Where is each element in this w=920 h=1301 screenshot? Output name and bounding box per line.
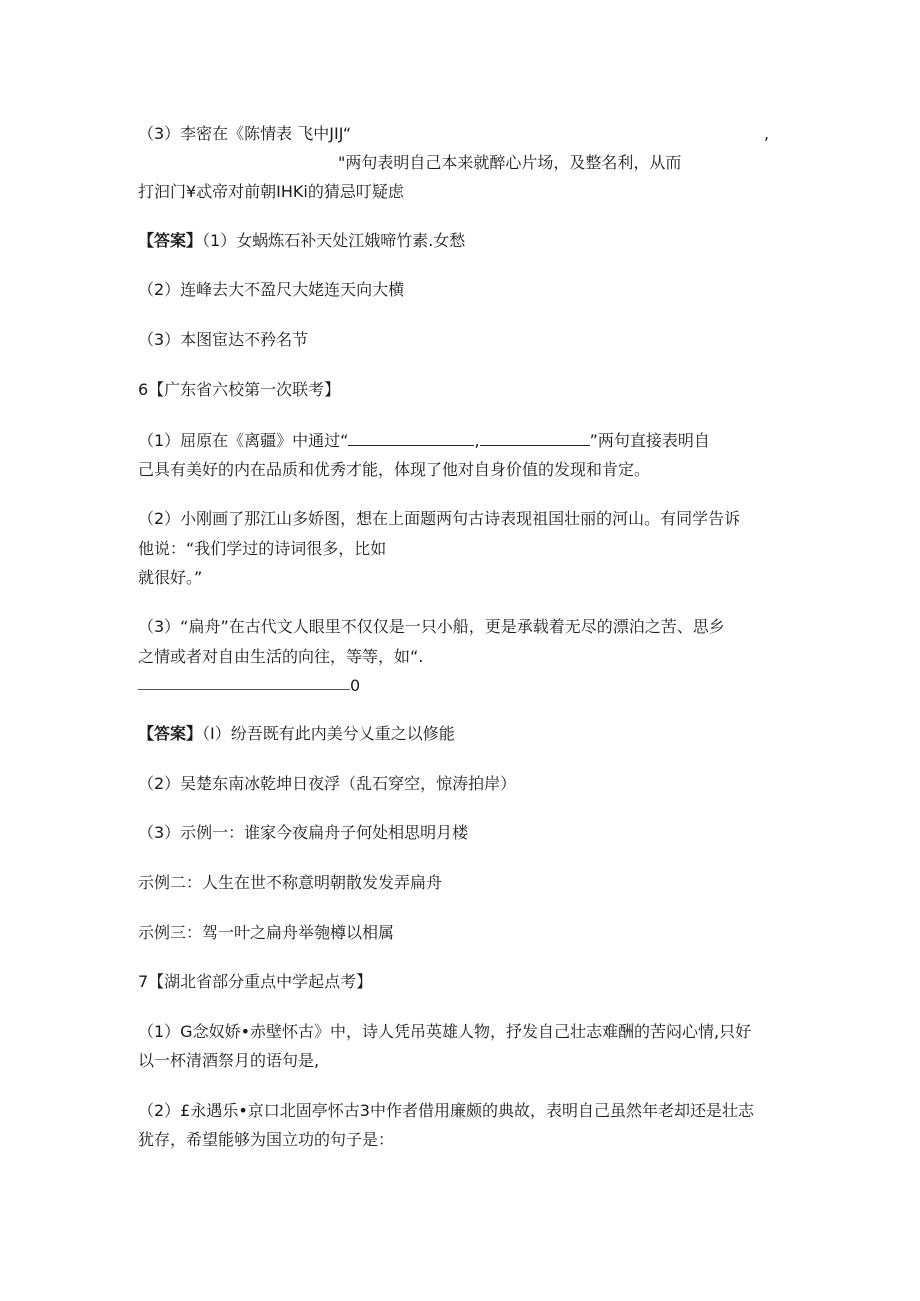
q5-item3-line2: "两句表明自己本来就醉心片场，及整名利，从而 xyxy=(338,153,682,172)
q6-item1-line2: 己具有美好的内在品质和优秀才能，体现了他对自身价值的发现和肯定。 xyxy=(138,460,651,479)
answer6-item2: （2）吴楚东南冰乾坤日夜浮（乱石穿空，惊涛拍岸） xyxy=(138,774,517,793)
q6-item2-line3: 就很好。” xyxy=(138,568,203,587)
answer6-item3: （3）示例一：谁家今夜扁舟子何处相思明月楼 xyxy=(138,823,469,842)
answer5-item1: （1）女蜗炼石补天处江娥啼竹素.女愁 xyxy=(202,231,466,250)
q6-item1-line1 xyxy=(138,429,710,452)
q7-item2-line2: 犹存，希望能够为国立功的句子是： xyxy=(138,1130,395,1149)
fill-blank[interactable] xyxy=(480,429,590,446)
answer6-example2: 示例二：人生在世不称意明朝散发发弄扁舟 xyxy=(138,873,443,892)
q6-item3-tail: 0 xyxy=(350,676,361,695)
q6-item3-line2: 之情或者对自由生活的向往，等等，如“. xyxy=(138,647,424,666)
answer6-line1 xyxy=(138,723,455,745)
q6-item1-end: ”两句直接表明自 xyxy=(589,431,710,450)
q5-item3-line1: （3）李密在《陈情表 飞中JIJ“ xyxy=(138,124,352,143)
fill-blank[interactable] xyxy=(138,689,350,690)
answer-label: 【答案】 xyxy=(138,724,203,743)
q6-item1-start: （1）屈原在《离疆》中通过“ xyxy=(138,431,349,450)
q5-item3-line3: 打汩门¥忒帝对前朝IHKi的猜忌叮疑虑 xyxy=(138,182,404,201)
fill-blank[interactable] xyxy=(348,429,474,446)
answer5-line1 xyxy=(138,230,465,252)
q6-heading: 6【广东省六校第一次联考】 xyxy=(138,380,341,399)
q6-item2-line2: 他说：“我们学过的诗词很多，比如 xyxy=(138,539,387,558)
answer5-item3: （3）本图宦达不矜名节 xyxy=(138,330,309,349)
q7-item1-line1: （1）G念奴娇•赤壁怀古》中，诗人凭吊英雄人物，抒发自己壮志难酬的苦闷心情,只好 xyxy=(138,1022,752,1041)
answer6-example3: 示例三：驾一叶之扁舟举匏樽以相属 xyxy=(138,923,395,942)
q6-item2-line1: （2）小刚画了那江山多娇图，想在上面题两句古诗表现祖国壮丽的河山。有同学告诉 xyxy=(138,509,741,528)
q6-item1-comma: , xyxy=(474,431,480,450)
q7-item1-line2: 以一杯清酒祭月的语句是, xyxy=(138,1051,320,1070)
answer5-item2: （2）连峰去大不盈尺大姥连天向大横 xyxy=(138,280,405,299)
answer6-item1: （I）纷吾既有此内美兮乂重之以修能 xyxy=(202,724,455,743)
q5-item3-comma: , xyxy=(764,124,770,143)
q6-item3-line1: （3）“扁舟”在古代文人眼里不仅仅是一只小船，更是承载着无尽的漂泊之苦、思乡 xyxy=(138,617,725,636)
q7-heading: 7【湖北省部分重点中学起点考】 xyxy=(138,972,373,991)
answer-label: 【答案】 xyxy=(138,231,203,250)
q7-item2-line1: （2）£永遇乐•京口北固亭怀古3中作者借用廉颇的典故，表明自己虽然年老却还是壮志 xyxy=(138,1101,754,1120)
